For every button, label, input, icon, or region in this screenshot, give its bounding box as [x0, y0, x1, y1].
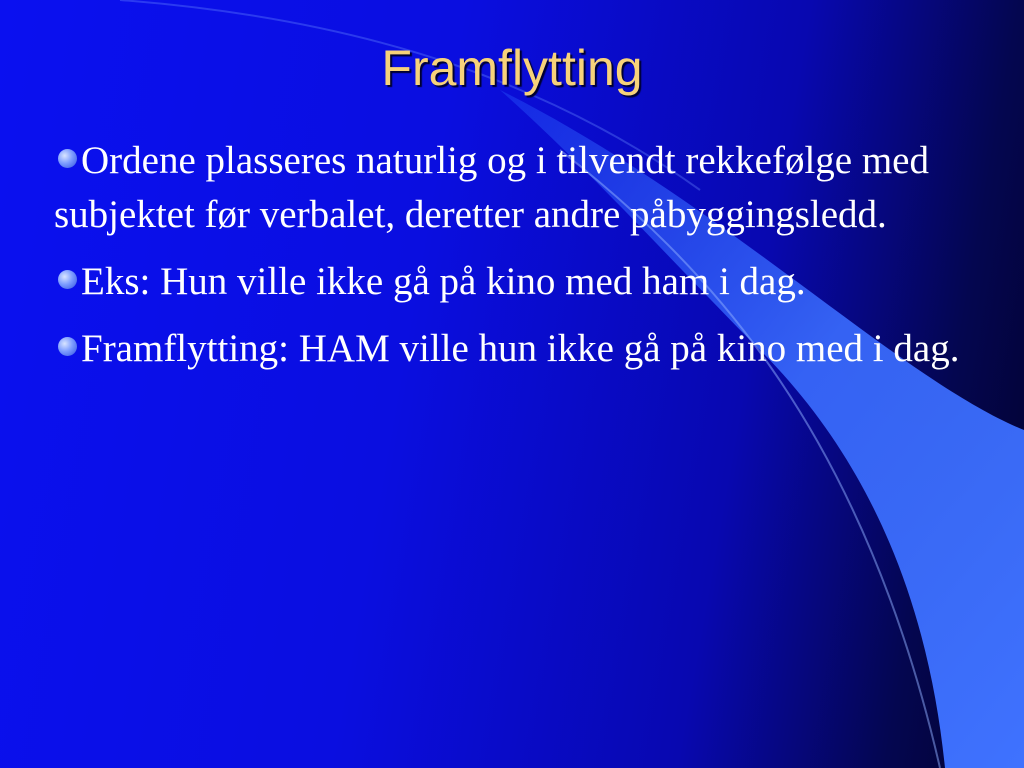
bullet-dot-icon: [58, 270, 77, 289]
bullet-text: Framflytting: HAM ville hun ikke gå på kino med i dag.: [81, 327, 960, 370]
bullet-item: [54, 322, 1014, 376]
bullet-list: [54, 134, 1014, 389]
bullet-dot-icon: [58, 149, 77, 168]
bullet-text: Eks: Hun ville ikke gå på kino med ham i dag.: [81, 260, 806, 303]
bullet-item: [54, 134, 1014, 242]
bullet-text: Ordene plasseres naturlig og i tilvendt rekkefølge med subjektet før verbalet, deretter andre påbyggingsledd.: [54, 139, 929, 236]
slide-title: Framflytting: [381, 40, 643, 96]
bullet-dot-icon: [58, 337, 77, 356]
bullet-item: [54, 255, 1014, 309]
